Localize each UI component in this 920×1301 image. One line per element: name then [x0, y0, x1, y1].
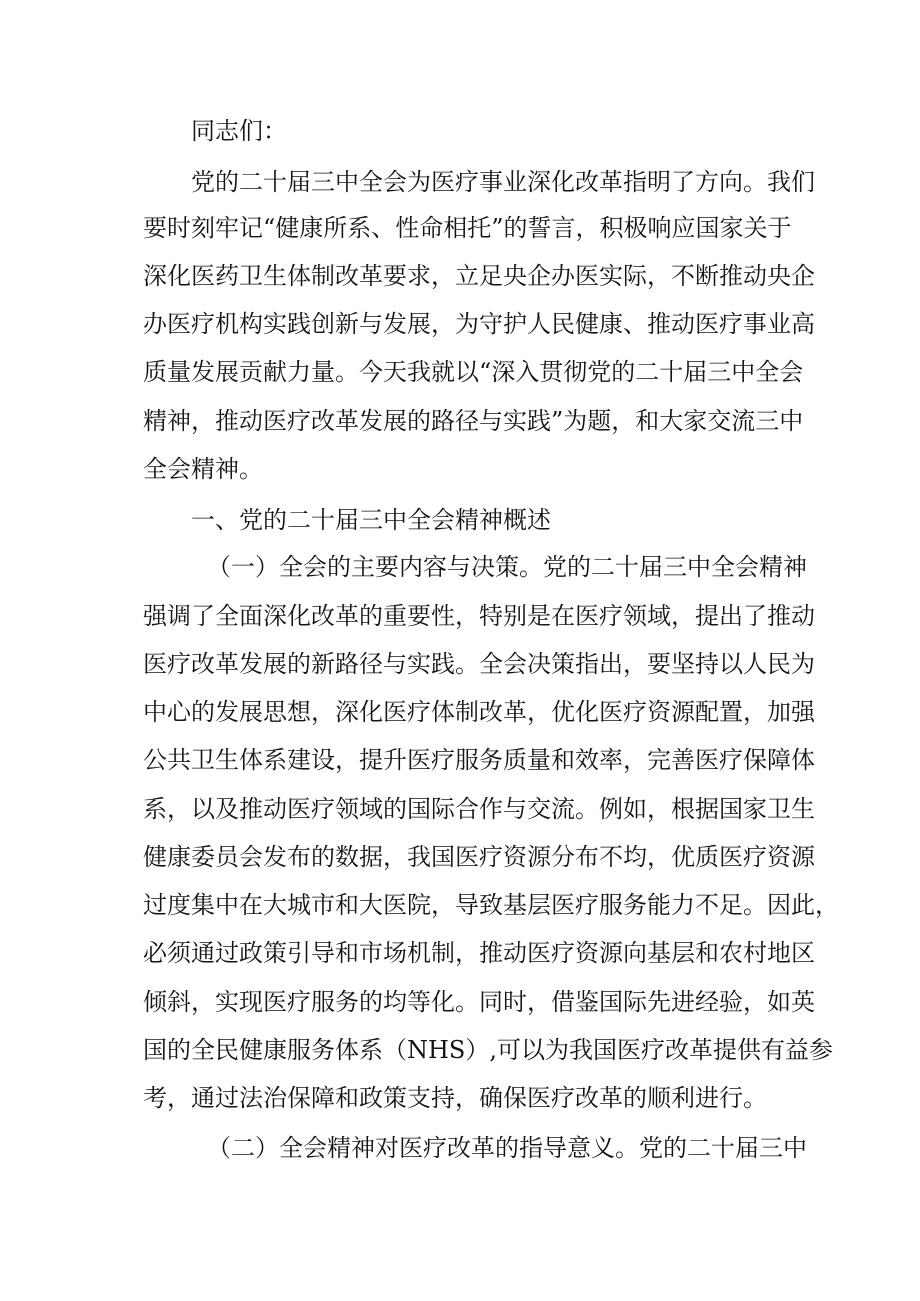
- subsection-1-line: 健康委员会发布的数据，我国医疗资源分布不均，优质医疗资源: [143, 843, 815, 871]
- subsection-1-line: 考，通过法治保障和政策支持，确保医疗改革的顺利进行。: [143, 1084, 767, 1112]
- intro-paragraph-line: 党的二十届三中全会为医疗事业深化改革指明了方向。我们: [191, 168, 815, 196]
- subsection-1-line: 强调了全面深化改革的重要性，特别是在医疗领域，提出了推动: [143, 602, 815, 630]
- subsection-1-line: 医疗改革发展的新路径与实践。全会决策指出，要坚持以人民为: [143, 650, 815, 678]
- subsection-1-line: 中心的发展思想，深化医疗体制改革，优化医疗资源配置，加强: [143, 698, 815, 726]
- intro-paragraph-line: 质量发展贡献力量。今天我就以“深入贯彻党的二十届三中全会: [143, 358, 804, 386]
- subsection-2-line: （二）全会精神对医疗改革的指导意义。党的二十届三中: [207, 1134, 807, 1162]
- intro-paragraph-line: 精神，推动医疗改革发展的路径与实践”为题，和大家交流三中: [143, 407, 804, 435]
- intro-paragraph-line: 办医疗机构实践创新与发展，为守护人民健康、推动医疗事业高: [143, 310, 815, 338]
- section-heading: 一、党的二十届三中全会精神概述: [191, 506, 551, 534]
- intro-paragraph-line: 全会精神。: [143, 455, 263, 483]
- subsection-1-line: 必须通过政策引导和市场机制，推动医疗资源向基层和农村地区: [143, 939, 815, 967]
- intro-paragraph-line: 要时刻牢记“健康所系、性命相托”的誓言，积极响应国家关于: [143, 214, 792, 242]
- subsection-1-line: （一）全会的主要内容与决策。党的二十届三中全会精神: [207, 553, 807, 581]
- subsection-1-line: 国的全民健康服务体系（NHS）,可以为我国医疗改革提供有益参: [143, 1036, 833, 1064]
- subsection-1-line: 倾斜，实现医疗服务的均等化。同时，借鉴国际先进经验，如英: [143, 988, 815, 1016]
- subsection-1-line: 系，以及推动医疗领域的国际合作与交流。例如，根据国家卫生: [143, 795, 815, 823]
- intro-paragraph-line: 深化医药卫生体制改革要求，立足央企办医实际，不断推动央企: [143, 262, 815, 290]
- subsection-1-line: 过度集中在大城市和大医院，导致基层医疗服务能力不足。因此，: [143, 891, 839, 919]
- subsection-1-line: 公共卫生体系建设，提升医疗服务质量和效率，完善医疗保障体: [143, 746, 815, 774]
- salutation: 同志们：: [191, 117, 287, 145]
